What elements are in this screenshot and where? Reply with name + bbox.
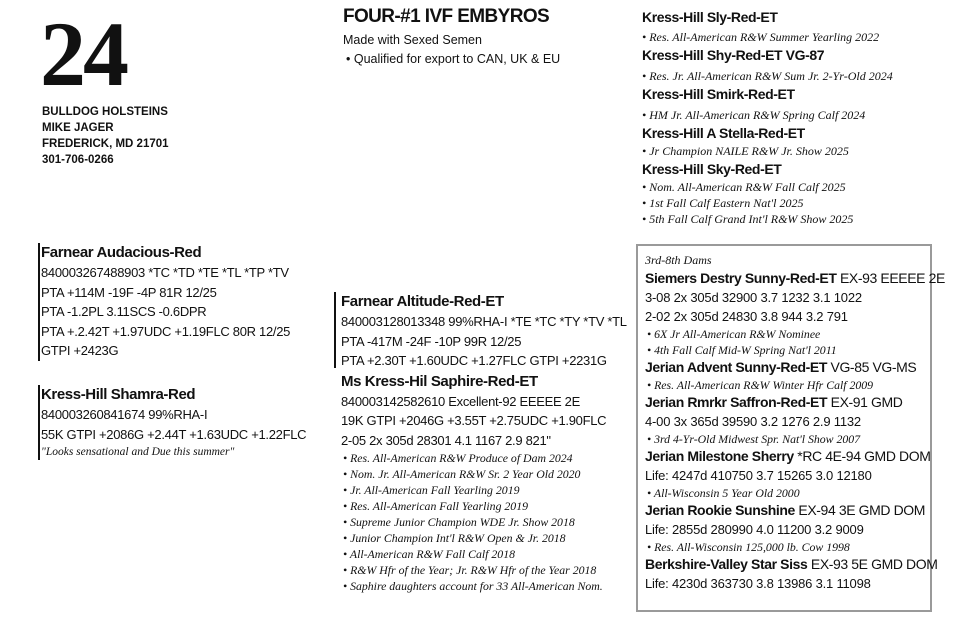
dam-sire-name: Farnear Altitude-Red-ET	[341, 293, 504, 310]
sibling-name: Kress-Hill Sky-Red-ET	[642, 161, 782, 177]
consignor-farm: BULLDOG HOLSTEINS	[42, 106, 168, 118]
dam-entry-name: Berkshire-Valley Star Siss EX-93 5E GMD DOM	[645, 556, 938, 572]
consignor-contact: MIKE JAGER	[42, 122, 114, 134]
dam-entry-record: 3-08 2x 305d 32900 3.7 1232 3.1 1022	[645, 290, 862, 305]
dam-entry-note: • Res. All-American R&W Winter Hfr Calf 2009	[647, 378, 874, 392]
dam-entry-note: • Res. All-Wisconsin 125,000 lb. Cow 1998	[647, 540, 850, 554]
sibling-note: • HM Jr. All-American R&W Spring Calf 2024	[642, 108, 866, 122]
dam-entry-name: Jerian Milestone Sherry *RC 4E-94 GMD DOM	[645, 448, 931, 464]
embryo-export-note: • Qualified for export to CAN, UK & EU	[346, 52, 561, 66]
granddam-note: • Supreme Junior Champion WDE Jr. Show 2018	[343, 515, 575, 529]
sibling-note: • Jr Champion NAILE R&W Jr. Show 2025	[642, 144, 849, 158]
dam-sire-block	[341, 292, 627, 594]
sire-block	[38, 243, 290, 361]
dam-entry-note: • 3rd 4-Yr-Old Midwest Spr. Nat'l Show 2007	[647, 432, 861, 446]
dam-block	[38, 385, 306, 460]
sibling-list	[642, 0, 962, 227]
granddam-note: • Jr. All-American Fall Yearling 2019	[343, 483, 520, 497]
dam-entry-name: Siemers Destry Sunny-Red-ET EX-93 EEEEE 2E	[645, 270, 945, 286]
dam-entry-note: • 6X Jr All-American R&W Nominee	[647, 327, 821, 341]
pedigree-bracket	[334, 292, 336, 368]
dam-entry-class: EX-93 5E GMD DOM	[810, 556, 938, 572]
dam-entry-class: EX-93 EEEEE 2E	[839, 270, 945, 286]
dam-entry-class: EX-91 GMD	[830, 394, 903, 410]
lot-number: 24	[40, 3, 126, 105]
dam-entry-record: 2-02 2x 305d 24830 3.8 944 3.2 791	[645, 309, 848, 324]
consignor-info	[42, 104, 169, 168]
dam-entry-name: Jerian Rmrkr Saffron-Red-ET EX-91 GMD	[645, 394, 903, 410]
sibling-name: Kress-Hill Smirk-Red-ET	[642, 86, 795, 102]
dam-entry-note: • All-Wisconsin 5 Year Old 2000	[647, 486, 800, 500]
dam-entry-class: *RC 4E-94 GMD DOM	[797, 448, 931, 464]
dam-entry-record: Life: 4230d 363730 3.8 13986 3.1 11098	[645, 576, 871, 591]
sire-pta-line: PTA +.2.42T +1.97UDC +1.19FLC 80R 12/25	[41, 323, 291, 339]
granddam-note: • Res. All-American Fall Yearling 2019	[343, 499, 529, 513]
embryo-subtitle: Made with Sexed Semen	[343, 33, 482, 47]
dams-box	[636, 244, 945, 612]
granddam-note: • Saphire daughters account for 33 All-American Nom.	[343, 579, 603, 593]
dam-entry-name: Jerian Advent Sunny-Red-ET VG-85 VG-MS	[645, 359, 917, 375]
sire-pta-line: PTA -1.2PL 3.11SCS -0.6DPR	[41, 304, 207, 319]
granddam-genomic-line: 19K GTPI +2046G +3.55T +2.75UDC +1.90FLC	[341, 413, 607, 428]
granddam-note: • R&W Hfr of the Year; Jr. R&W Hfr of the Year 2018	[343, 563, 597, 577]
sibling-name: Kress-Hill A Stella-Red-ET	[642, 125, 805, 141]
dam-id-line: 840003260841674 99%RHA-I	[41, 407, 208, 422]
dam-quote: "Looks sensational and Due this summer"	[41, 446, 235, 458]
dam-entry-record: Life: 2855d 280990 4.0 11200 3.2 9009	[645, 522, 864, 537]
dam-entry-note: • 4th Fall Calf Mid-W Spring Nat'l 2011	[647, 343, 837, 357]
consignor-address: FREDERICK, MD 21701	[42, 138, 169, 150]
dam-entry-record: 4-00 3x 365d 39590 3.2 1276 2.9 1132	[645, 414, 861, 429]
sire-gtpi-line: GTPI +2423G	[41, 343, 119, 358]
sire-name: Farnear Audacious-Red	[41, 244, 202, 261]
dam-entry-class: EX-94 3E GMD DOM	[798, 502, 926, 518]
dam-name: Kress-Hill Shamra-Red	[41, 386, 196, 403]
dam-entry-name: Jerian Rookie Sunshine EX-94 3E GMD DOM	[645, 502, 926, 518]
granddam-record-line: 2-05 2x 305d 28301 4.1 1167 2.9 821"	[341, 432, 551, 448]
sibling-note: • Res. Jr. All-American R&W Sum Jr. 2-Yr-Old 2024	[642, 69, 893, 83]
granddam-note: • Nom. Jr. All-American R&W Sr. 2 Year Old 2020	[343, 467, 581, 481]
sire-id-line: 840003267488903 *TC *TD *TE *TL *TP *TV	[41, 265, 289, 280]
granddam-id-line: 840003142582610 Excellent-92 EEEEE 2E	[341, 393, 580, 409]
dam-entry-record: Life: 4247d 410750 3.7 15265 3.0 12180	[645, 468, 872, 483]
dam-sire-id-line: 840003128013348 99%RHA-I *TE *TC *TY *TV *TL	[341, 314, 627, 329]
sibling-note: • 1st Fall Calf Eastern Nat'l 2025	[642, 196, 804, 210]
granddam-note: • Res. All-American R&W Produce of Dam 2024	[343, 451, 573, 465]
dams-box-heading: 3rd-8th Dams	[645, 253, 712, 267]
sibling-name: Kress-Hill Shy-Red-ET VG-87	[642, 47, 825, 63]
sibling-name: Kress-Hill Sly-Red-ET	[642, 9, 778, 25]
dam-sire-pta-line: PTA -417M -24F -10P 99R 12/25	[341, 333, 522, 349]
granddam-note: • Junior Champion Int'l R&W Open & Jr. 2018	[343, 531, 566, 545]
sibling-note: • Nom. All-American R&W Fall Calf 2025	[642, 180, 846, 194]
sire-pta-line: PTA +114M -19F -4P 81R 12/25	[41, 284, 217, 300]
dam-sire-pta-line: PTA +2.30T +1.60UDC +1.27FLC GTPI +2231G	[341, 353, 607, 368]
dam-entry-class: VG-85 VG-MS	[830, 359, 917, 375]
granddam-note: • All-American R&W Fall Calf 2018	[343, 547, 515, 561]
sibling-note: • 5th Fall Calf Grand Int'l R&W Show 2025	[642, 212, 854, 226]
dam-genomic-line: 55K GTPI +2086G +2.44T +1.63UDC +1.22FLC	[41, 426, 307, 442]
sibling-note: • Res. All-American R&W Summer Yearling 2022	[642, 30, 880, 44]
granddam-name: Ms Kress-Hil Saphire-Red-ET	[341, 372, 538, 390]
consignor-phone: 301-706-0266	[42, 154, 114, 166]
embryo-title: FOUR-#1 IVF EMBYROS	[343, 6, 550, 27]
